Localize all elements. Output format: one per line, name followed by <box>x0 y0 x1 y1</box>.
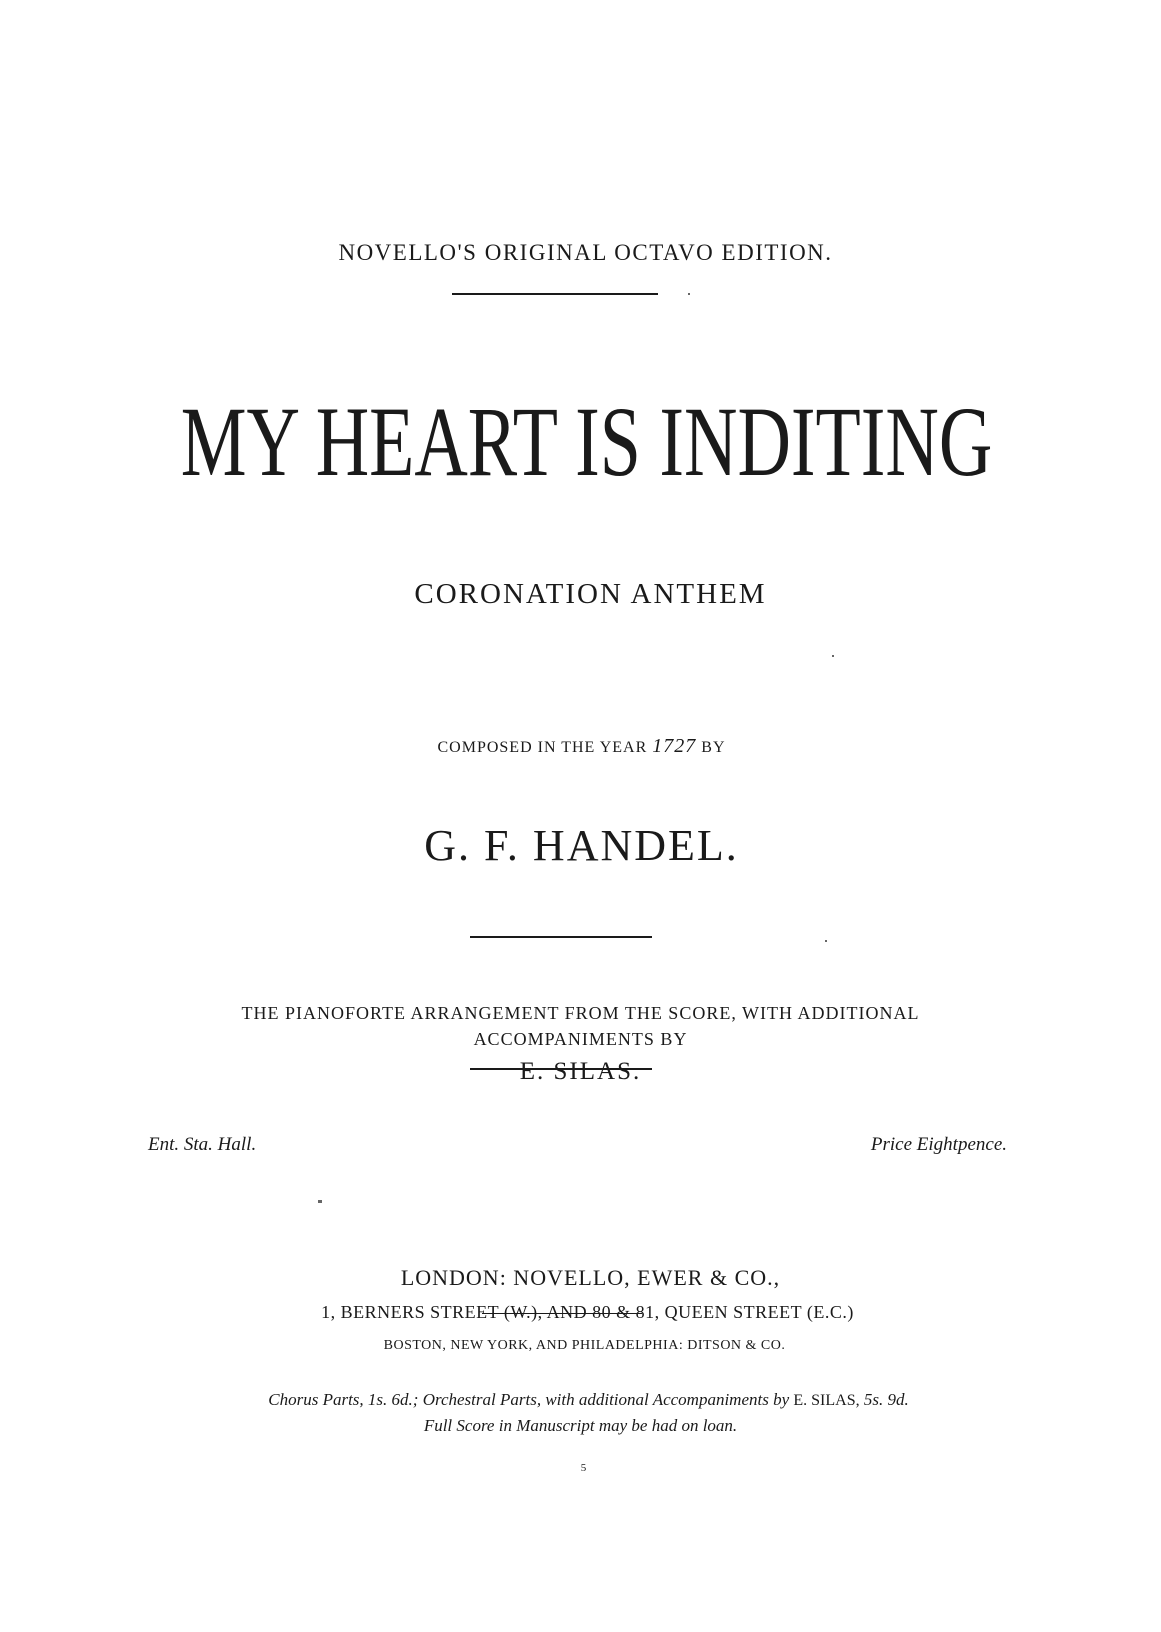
divider-rule-arrangement-top <box>470 936 652 938</box>
parts-note-arranger: E. SILAS, <box>793 1392 860 1409</box>
publisher-address: 1, BERNERS STREET (W.), AND 80 & 81, QUEEN STREET (E.C.) <box>321 1302 854 1322</box>
divider-rule-top <box>452 293 658 295</box>
arrangement-line-1: THE PIANOFORTE ARRANGEMENT FROM THE SCORE, WITH ADDITIONAL <box>241 1003 920 1023</box>
composed-year: 1727 <box>652 735 697 757</box>
price-note: Price Eightpence. <box>870 1134 1007 1155</box>
series-heading: NOVELLO'S ORIGINAL OCTAVO EDITION. <box>338 240 833 265</box>
parts-note-line-1 <box>8 1390 1161 1410</box>
work-title: MY HEART IS INDITING <box>180 386 993 497</box>
composer-name: G. F. HANDEL. <box>424 821 739 870</box>
parts-note-price: 5s. 9d. <box>863 1390 909 1409</box>
signature-mark: 5 <box>580 1462 587 1474</box>
composed-line <box>1 735 1161 758</box>
work-subtitle: CORONATION ANTHEM <box>414 578 767 610</box>
parts-note-line-2: Full Score in Manuscript may be had on loan. <box>423 1416 738 1435</box>
publisher-line: LONDON: NOVELLO, EWER & CO., <box>400 1265 781 1290</box>
composed-prefix: COMPOSED IN THE YEAR <box>437 739 648 756</box>
divider-rule-imprint <box>482 1313 642 1314</box>
registration-note: Ent. Sta. Hall. <box>148 1134 257 1155</box>
paper-speck <box>318 1200 322 1203</box>
publisher-agents: BOSTON, NEW YORK, AND PHILADELPHIA: DITSON & CO. <box>383 1338 786 1353</box>
arranger-name: E. SILAS. <box>519 1058 642 1085</box>
paper-speck <box>832 655 834 657</box>
divider-rule-arrangement-bottom <box>470 1068 652 1070</box>
paper-speck <box>825 940 827 942</box>
paper-speck <box>688 293 690 295</box>
arrangement-line-2: ACCOMPANIMENTS BY <box>473 1029 688 1049</box>
parts-note-text: Chorus Parts, 1s. 6d.; Orchestral Parts, with additional Accompaniments by <box>268 1390 790 1409</box>
composed-suffix: BY <box>701 739 726 756</box>
